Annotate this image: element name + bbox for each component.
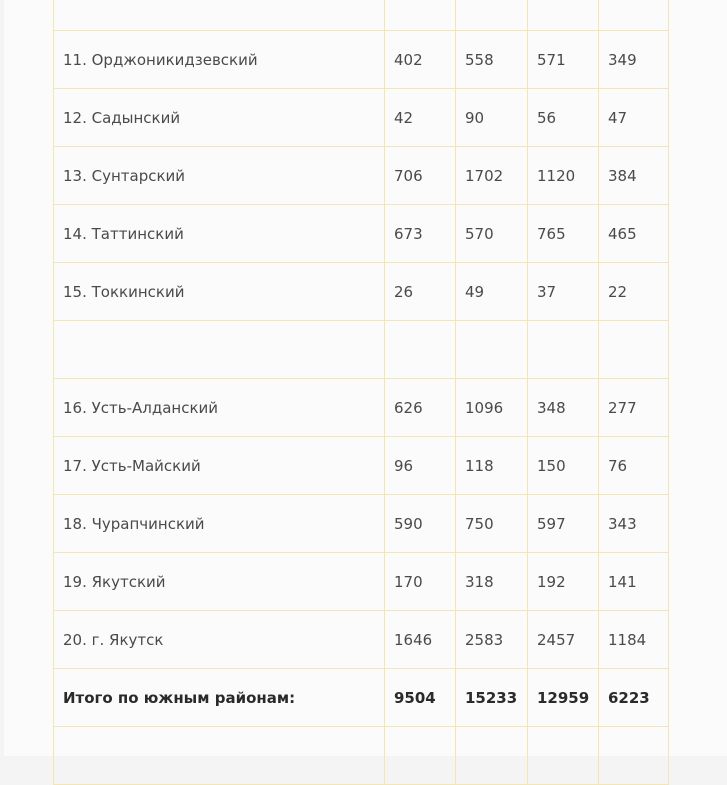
total-value-cell-1: 9504 (385, 669, 456, 727)
value-cell-2: 750 (456, 495, 528, 553)
value-cell-1: 402 (385, 31, 456, 89)
value-cell-2: 318 (456, 553, 528, 611)
value-cell-3: 56 (528, 89, 599, 147)
district-name-cell: 12. Садынский (54, 89, 385, 147)
district-statistics-table (53, 0, 669, 785)
value-cell-1 (385, 0, 456, 31)
value-cell-1: 42 (385, 89, 456, 147)
table-row (54, 263, 669, 321)
value-cell-4: 343 (599, 495, 669, 553)
district-name-cell: 13. Сунтарский (54, 147, 385, 205)
table-row (54, 89, 669, 147)
value-cell-1: 626 (385, 379, 456, 437)
value-cell-4: 47 (599, 89, 669, 147)
value-cell-4: 1184 (599, 611, 669, 669)
value-cell-3: 2457 (528, 611, 599, 669)
table-row (54, 31, 669, 89)
value-cell-3: 150 (528, 437, 599, 495)
district-name-cell: 11. Орджоникидзевский (54, 31, 385, 89)
value-cell-3: 192 (528, 553, 599, 611)
value-cell-4: 76 (599, 437, 669, 495)
value-cell-2: 1096 (456, 379, 528, 437)
table-row (54, 495, 669, 553)
value-cell-3: 597 (528, 495, 599, 553)
district-name-cell: 16. Усть-Алданский (54, 379, 385, 437)
district-name-cell: 17. Усть-Майский (54, 437, 385, 495)
value-cell-1: 96 (385, 437, 456, 495)
value-cell-2: 49 (456, 263, 528, 321)
value-cell-4: 277 (599, 379, 669, 437)
page (4, 0, 727, 756)
table-row (54, 379, 669, 437)
table-row (54, 0, 669, 31)
total-label-cell: Итого по южным районам: (54, 669, 385, 727)
value-cell-3: 571 (528, 31, 599, 89)
value-cell-4: 141 (599, 553, 669, 611)
table-body (54, 0, 669, 785)
value-cell-3: 37 (528, 263, 599, 321)
value-cell-4: 349 (599, 31, 669, 89)
table-row (54, 437, 669, 495)
table-row (54, 205, 669, 263)
value-cell-1: 590 (385, 495, 456, 553)
value-cell-4: 465 (599, 205, 669, 263)
value-cell-2 (456, 0, 528, 31)
value-cell-3 (528, 0, 599, 31)
table-row (54, 147, 669, 205)
value-cell-1 (385, 321, 456, 379)
table-row (54, 611, 669, 669)
value-cell-2 (456, 321, 528, 379)
value-cell-2: 90 (456, 89, 528, 147)
value-cell-3: 1120 (528, 147, 599, 205)
value-cell-2: 2583 (456, 611, 528, 669)
value-cell-3: 348 (528, 379, 599, 437)
table-row (54, 553, 669, 611)
district-name-cell: 19. Якутский (54, 553, 385, 611)
value-cell-1: 26 (385, 263, 456, 321)
district-name-cell: 20. г. Якутск (54, 611, 385, 669)
value-cell-1: 673 (385, 205, 456, 263)
value-cell-1: 170 (385, 553, 456, 611)
value-cell-2: 118 (456, 437, 528, 495)
table-row (54, 321, 669, 379)
total-value-cell-3: 12959 (528, 669, 599, 727)
value-cell-3 (528, 321, 599, 379)
district-name-cell (54, 321, 385, 379)
value-cell-4: 384 (599, 147, 669, 205)
value-cell-4: 22 (599, 263, 669, 321)
value-cell-2: 558 (456, 31, 528, 89)
total-value-cell-4: 6223 (599, 669, 669, 727)
value-cell-3: 765 (528, 205, 599, 263)
value-cell-4 (599, 321, 669, 379)
district-name-cell: 18. Чурапчинский (54, 495, 385, 553)
total-value-cell-2: 15233 (456, 669, 528, 727)
district-name-cell (54, 0, 385, 31)
value-cell-1: 1646 (385, 611, 456, 669)
total-row (54, 669, 669, 727)
value-cell-4 (599, 0, 669, 31)
value-cell-2: 570 (456, 205, 528, 263)
district-name-cell: 15. Токкинский (54, 263, 385, 321)
value-cell-1: 706 (385, 147, 456, 205)
value-cell-2: 1702 (456, 147, 528, 205)
district-name-cell: 14. Таттинский (54, 205, 385, 263)
